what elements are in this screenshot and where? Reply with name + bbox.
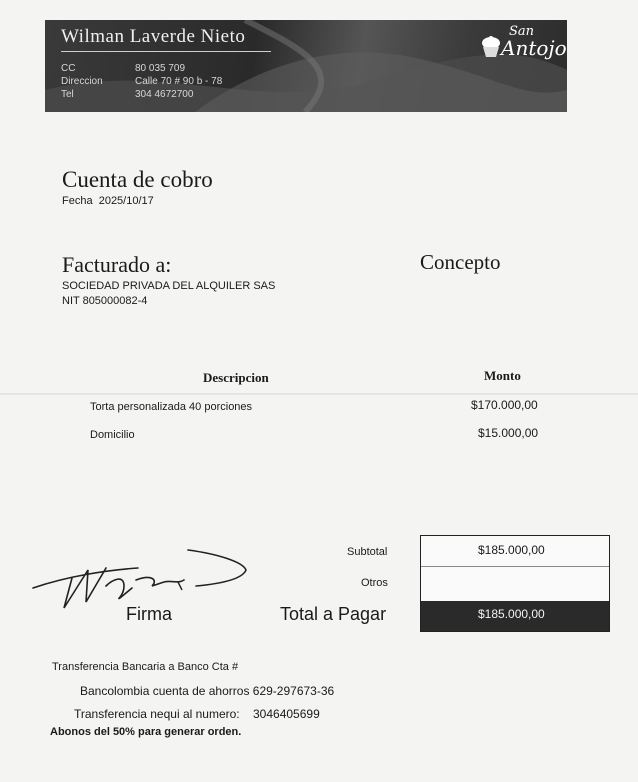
paper-fold: [0, 393, 638, 395]
nequi-number: 3046405699: [253, 707, 320, 721]
row-2-desc: Domicilio: [90, 429, 135, 441]
payment-line-4: Abonos del 50% para generar orden.: [50, 726, 242, 738]
row-1-monto: $170.000,00: [471, 398, 538, 412]
subtotal-label: Subtotal: [347, 546, 388, 558]
col-header-descripcion: Descripcion: [203, 370, 269, 385]
totals-separator: [421, 566, 609, 567]
payment-line-3: [74, 707, 320, 721]
fecha-value: 2025/10/17: [98, 195, 154, 207]
document-title: Cuenta de cobro: [62, 167, 213, 192]
fecha-line: [62, 195, 154, 207]
san-antojo-logo: [479, 24, 567, 68]
cc-value: 80 035 709: [135, 63, 186, 74]
row-2-monto: $15.000,00: [478, 426, 539, 440]
total-value: $185.000,00: [478, 607, 545, 621]
nequi-label: Transferencia nequi al numero:: [74, 707, 240, 721]
cliente-name: SOCIEDAD PRIVADA DEL ALQUILER SAS: [62, 280, 276, 292]
payment-line-2: Bancolombia cuenta de ahorros 629-297673-36: [80, 684, 335, 698]
concepto-heading: Concepto: [420, 250, 501, 274]
subtotal-value: $185.000,00: [478, 543, 545, 557]
row-1-desc: Torta personalizada 40 porciones: [90, 401, 253, 413]
total-label: Total a Pagar: [280, 604, 387, 624]
cc-label: CC: [61, 63, 76, 74]
header-banner: [45, 20, 567, 112]
cupcake-icon: [479, 36, 503, 58]
otros-label: Otros: [361, 577, 388, 589]
facturado-heading: Facturado a:: [62, 252, 172, 277]
payment-line-1: Transferencia Bancaria a Banco Cta #: [52, 661, 239, 673]
tel-value: 304 4672700: [135, 89, 194, 100]
name-underline: [61, 51, 271, 52]
logo-text-bottom: Antojo: [501, 36, 567, 60]
direccion-value: Calle 70 # 90 b - 78: [135, 76, 223, 87]
cliente-nit: NIT 805000082-4: [62, 295, 148, 307]
logo-text-top: San: [509, 24, 535, 39]
direccion-label: Direccion: [61, 76, 103, 87]
issuer-name: Wilman Laverde Nieto: [61, 26, 246, 47]
firma-label: Firma: [126, 604, 172, 624]
tel-label: Tel: [61, 89, 74, 100]
fecha-label: Fecha: [62, 195, 93, 207]
col-header-monto: Monto: [484, 368, 521, 383]
